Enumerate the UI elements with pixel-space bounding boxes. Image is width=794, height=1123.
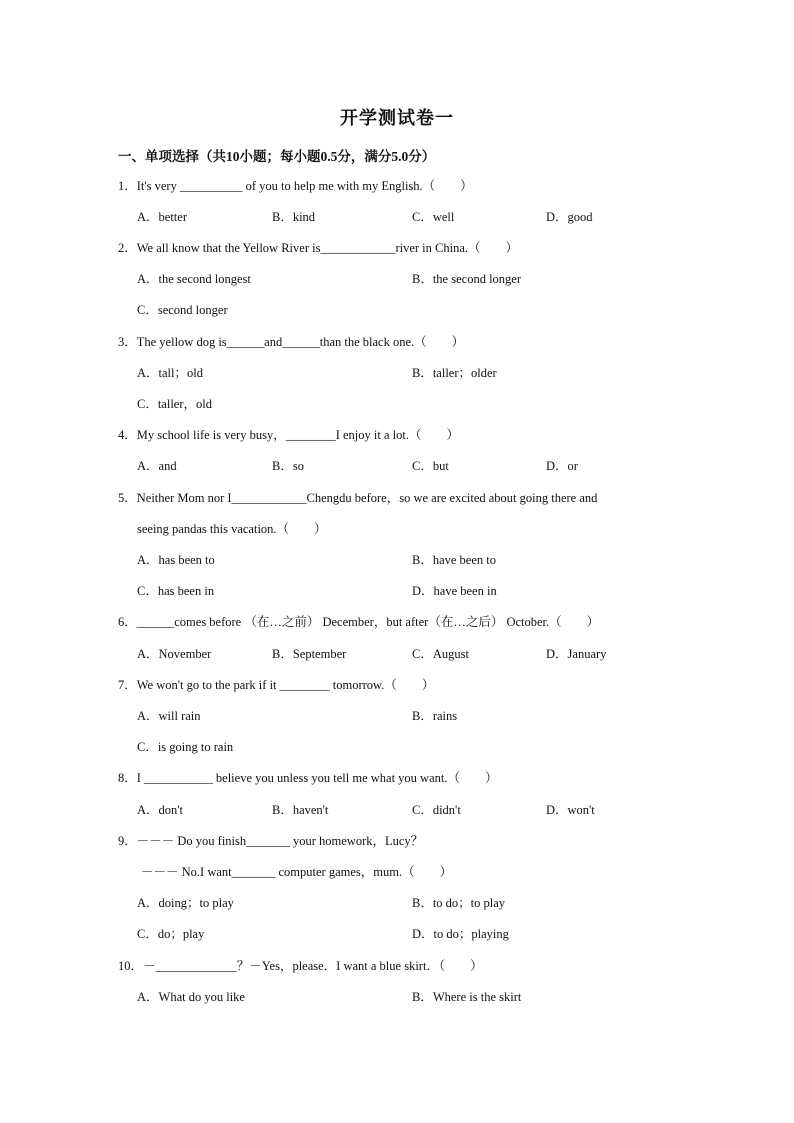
question-1-text: 1．It's very __________ of you to help me with my English.（ ） xyxy=(118,179,473,193)
question-5-text: 5．Neither Mom nor I____________Chengdu before，so we are excited about going there and xyxy=(118,491,598,505)
question-10-options xyxy=(0,989,794,1005)
option-d: D．January xyxy=(546,647,607,661)
option-c: C．second longer xyxy=(137,303,228,317)
option-a: A．tall；old xyxy=(137,366,203,380)
option-a: A．better xyxy=(137,210,187,224)
question-6-text: 6．______comes before （在…之前） December，but after（在…之后） October.（ ） xyxy=(118,615,600,629)
option-a: A．has been to xyxy=(137,553,215,567)
question-9-reply: －－－ No.I want_______ computer games，mum.（ ） xyxy=(141,865,453,879)
option-c: C．is going to rain xyxy=(137,740,234,754)
question-5-options-row2 xyxy=(0,583,794,599)
option-b: B．haven't xyxy=(272,803,329,817)
option-a: A．doing；to play xyxy=(137,896,234,910)
question-10-text: 10．－_____________？－Yes，please．I want a blue skirt．（ ） xyxy=(118,959,483,973)
option-a: A．What do you like xyxy=(137,990,245,1004)
option-b: B．September xyxy=(272,647,347,661)
question-2-text: 2．We all know that the Yellow River is____________river in China.（ ） xyxy=(118,241,519,255)
question-3-options-row1 xyxy=(0,365,794,381)
question-7-options-row2 xyxy=(0,739,794,755)
option-a: A．and xyxy=(137,459,177,473)
option-b: B．Where is the skirt xyxy=(412,990,522,1004)
option-c: C．August xyxy=(412,647,469,661)
option-c: C．didn't xyxy=(412,803,461,817)
option-b: B．taller；older xyxy=(412,366,497,380)
option-d: D．to do；playing xyxy=(412,927,509,941)
question-8-text: 8．I ___________ believe you unless you tell me what you want.（ ） xyxy=(118,771,498,785)
question-5-text-continued: seeing pandas this vacation.（ ） xyxy=(137,522,327,536)
question-5-options-row1 xyxy=(0,552,794,568)
question-6-options xyxy=(0,646,794,662)
option-b: B．to do；to play xyxy=(412,896,506,910)
option-a: A．don't xyxy=(137,803,184,817)
option-d: D．won't xyxy=(546,803,595,817)
option-a: A．the second longest xyxy=(137,272,251,286)
option-a: A．November xyxy=(137,647,212,661)
question-9-options-row2 xyxy=(0,926,794,942)
question-9-options-row1 xyxy=(0,895,794,911)
question-7-text: 7．We won't go to the park if it ________ tomorrow.（ ） xyxy=(118,678,435,692)
option-b: B．rains xyxy=(412,709,458,723)
question-1-options xyxy=(0,209,794,225)
option-d: D．or xyxy=(546,459,578,473)
question-2-options-row2 xyxy=(0,302,794,318)
question-3-text: 3．The yellow dog is______and______than the black one.（ ） xyxy=(118,335,465,349)
option-b: B．have been to xyxy=(412,553,497,567)
question-7-options-row1 xyxy=(0,708,794,724)
option-c: C．taller，old xyxy=(137,397,212,411)
option-b: B．kind xyxy=(272,210,316,224)
option-c: C．has been in xyxy=(137,584,215,598)
option-b: B．the second longer xyxy=(412,272,522,286)
question-9-text: 9．－－－ Do you finish_______ your homework，Lucy？ xyxy=(118,834,424,848)
question-4-text: 4．My school life is very busy，________I enjoy it a lot.（ ） xyxy=(118,428,459,442)
option-d: D．good xyxy=(546,210,593,224)
question-4-options xyxy=(0,458,794,474)
question-2-options-row1 xyxy=(0,271,794,287)
page-title: 开学测试卷一 xyxy=(340,108,454,128)
section-heading: 一、单项选择（共10小题；每小题0.5分，满分5.0分） xyxy=(118,149,436,164)
option-c: C．well xyxy=(412,210,455,224)
question-3-options-row2 xyxy=(0,396,794,412)
option-b: B．so xyxy=(272,459,304,473)
option-c: C．do；play xyxy=(137,927,205,941)
option-a: A．will rain xyxy=(137,709,201,723)
option-d: D．have been in xyxy=(412,584,497,598)
option-c: C．but xyxy=(412,459,449,473)
question-8-options xyxy=(0,802,794,818)
